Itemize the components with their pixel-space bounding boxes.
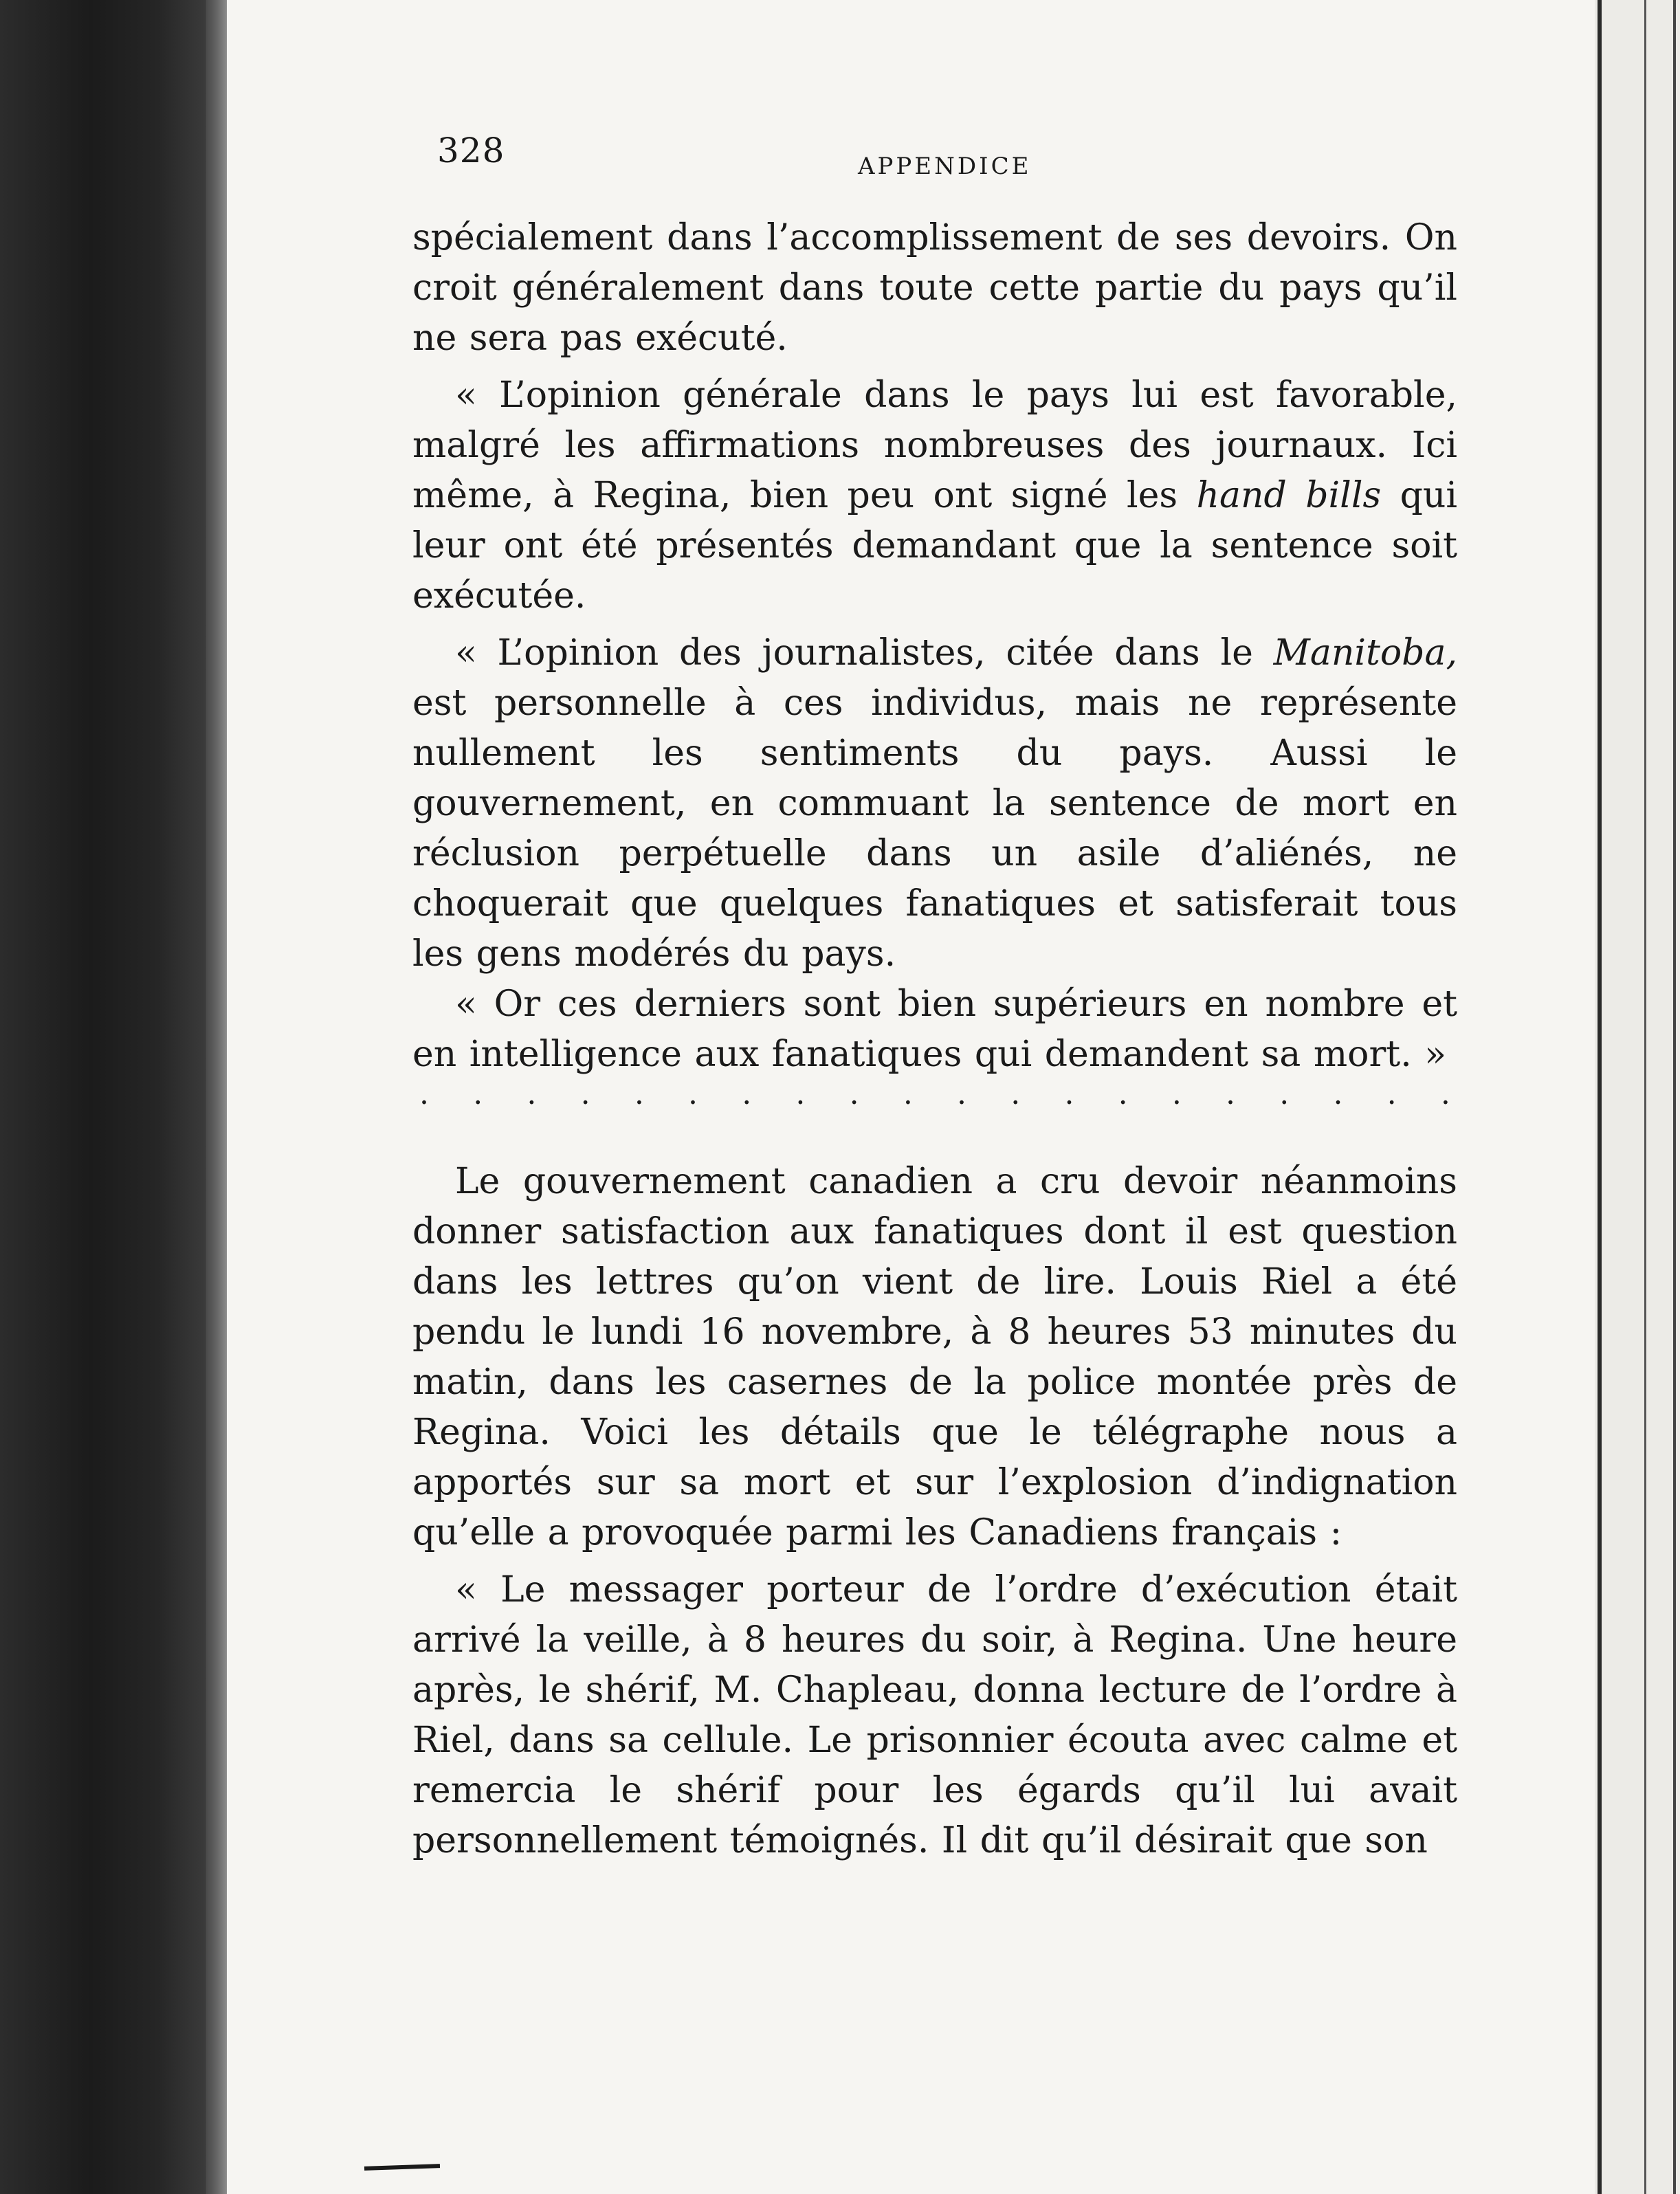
paragraph: Le gouvernement canadien a cru devoir néanmoins donner satisfaction aux fanatiques dont il est question dans les lettres qu’on vient de lire. Louis Riel a été pendu le lundi 16 novembre, à 8 heures 53 minutes du matin, dans les casernes de la police montée près de Regina. Voici les détails que le télégraphe nous a apportés sur sa mort et sur l’explosion d’indignation qu’elle a provoquée parmi les Canadiens français : [412, 1161, 1457, 1553]
ellipsis-dot: . [1010, 1076, 1021, 1111]
text-run: « L’opinion générale dans le pays lui est favorable, malgré les affirmations nombreuses des journaux. Ici même, à Regina, bien peu ont signé les [412, 375, 1457, 516]
page-content [412, 103, 1457, 1866]
text-run: est personnelle à ces individus, mais ne représente nullement les sentiments du pays. Aussi le gouvernement, en commuant la sentence de mort en réclusion perpétuelle dans un asile d’aliénés, ne choquerait que quelques fanatiques et satisferait tous les gens modérés du pays. [412, 683, 1457, 975]
page-edge-line [1598, 0, 1602, 2194]
ellipsis-dot: . [1386, 1076, 1397, 1111]
ellipsis-dot: . [1333, 1076, 1343, 1111]
paragraph: spécialement dans l’accomplissement de ses devoirs. On croit généralement dans toute cette partie du pays qu’il ne sera pas exécuté. [412, 217, 1457, 359]
running-title: APPENDICE [858, 153, 1032, 180]
ellipsis-dot: . [849, 1076, 859, 1111]
ellipsis-dot: . [1064, 1076, 1074, 1111]
paragraph [412, 370, 1457, 621]
page-edge-line [1673, 0, 1676, 2194]
ellipsis-dot: . [957, 1076, 967, 1111]
ellipsis-dot: . [1226, 1076, 1236, 1111]
text-run: « L’opinion des journalistes, citée dans le [455, 632, 1274, 674]
book-binding [0, 0, 227, 2194]
ellipsis-dot: . [742, 1076, 752, 1111]
ellipsis-dot: . [527, 1076, 537, 1111]
paragraph: « Le messager porteur de l’ordre d’exécution était arrivé la veille, à 8 heures du soir, à Regina. Une heure après, le shérif, M. Chapleau, donna lecture de l’ordre à Riel, dans sa cellule. Le prisonnier écouta avec calme et remercia le shérif pour les égards qu’il lui avait personnellement témoignés. Il dit qu’il désirait que son [412, 1569, 1457, 1861]
ellipsis-row [412, 1076, 1457, 1118]
ellipsis-dot: . [419, 1076, 429, 1111]
ellipsis-dot: . [1118, 1076, 1128, 1111]
ellipsis-dot: . [688, 1076, 698, 1111]
paragraph: « Or ces derniers sont bien supérieurs en nombre et en intelligence aux fanatiques qui demandent sa mort. » [412, 984, 1457, 1075]
italic-text: hand bills [1196, 475, 1382, 516]
paragraph [412, 628, 1457, 979]
ellipsis-dot: . [1171, 1076, 1182, 1111]
page-number: 328 [437, 131, 505, 170]
ellipsis-dot: . [1279, 1076, 1290, 1111]
ellipsis-dot: . [634, 1076, 644, 1111]
page-edge [1595, 0, 1680, 2194]
ellipsis-dot: . [795, 1076, 806, 1111]
text-run: qui leur ont été présentés demandant que la sentence soit exécutée. [412, 475, 1457, 617]
ellipsis-dot: . [1440, 1076, 1450, 1111]
ellipsis-dot: . [903, 1076, 913, 1111]
running-header [412, 103, 1457, 213]
ellipsis-dot: . [580, 1076, 590, 1111]
ellipsis-dot: . [473, 1076, 483, 1111]
body-text [412, 213, 1457, 1866]
page-edge-line [1644, 0, 1646, 2194]
italic-text: Manitoba, [1273, 632, 1457, 674]
